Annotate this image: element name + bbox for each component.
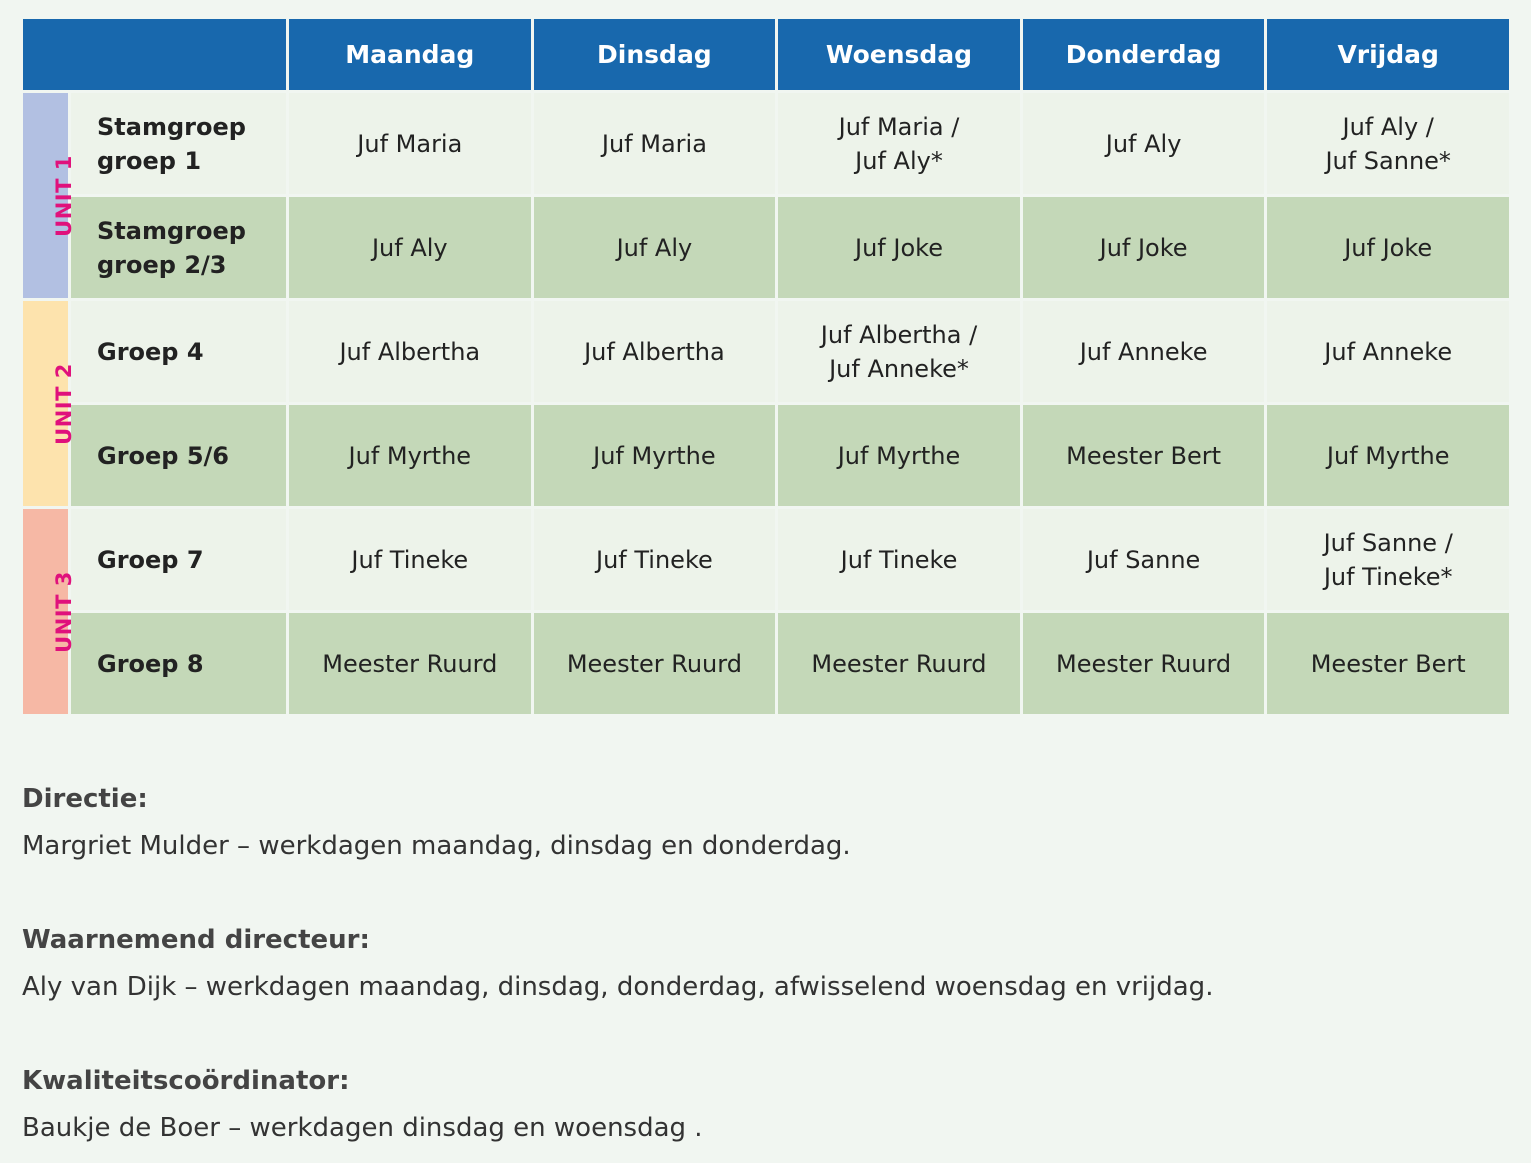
- unit-label-2: UNIT 2: [23, 301, 68, 506]
- schedule-cell: Juf Albertha: [534, 301, 776, 402]
- group-label: Stamgroep groep 1: [71, 93, 286, 194]
- schedule-cell: Juf Sanne / Juf Tineke*: [1267, 509, 1509, 610]
- directie-heading: Directie:: [22, 784, 148, 814]
- schedule-cell: Juf Sanne: [1023, 509, 1265, 610]
- schedule-cell: Juf Myrthe: [534, 405, 776, 506]
- schedule-cell: Meester Ruurd: [778, 613, 1020, 714]
- schedule-table: [20, 16, 1512, 717]
- header-row: [23, 19, 1509, 90]
- schedule-cell: Juf Anneke: [1267, 301, 1509, 402]
- schedule-cell: Juf Tineke: [289, 509, 531, 610]
- schedule-cell: Juf Tineke: [534, 509, 776, 610]
- table-row: [23, 301, 1509, 402]
- day-header-donderdag: Donderdag: [1023, 19, 1265, 90]
- waarnemend-heading: Waarnemend directeur:: [22, 925, 370, 955]
- day-header-vrijdag: Vrijdag: [1267, 19, 1509, 90]
- kwaliteit-text: Baukje de Boer – werkdagen dinsdag en woensdag .: [22, 1113, 703, 1143]
- group-label: Groep 7: [71, 509, 286, 610]
- schedule-cell: Meester Ruurd: [289, 613, 531, 714]
- unit-label-3: UNIT 3: [23, 509, 68, 714]
- unit-label-1: UNIT 1: [23, 93, 68, 298]
- schedule-cell: Juf Maria / Juf Aly*: [778, 93, 1020, 194]
- schedule-cell: Juf Aly: [1023, 93, 1265, 194]
- table-row: [23, 197, 1509, 298]
- group-label: Groep 5/6: [71, 405, 286, 506]
- schedule-cell: Juf Albertha: [289, 301, 531, 402]
- group-label: Groep 8: [71, 613, 286, 714]
- table-row: [23, 613, 1509, 714]
- schedule-cell: Meester Ruurd: [534, 613, 776, 714]
- kwaliteit-heading: Kwaliteitscoördinator:: [22, 1066, 350, 1096]
- schedule-cell: Meester Ruurd: [1023, 613, 1265, 714]
- schedule-cell: Juf Joke: [778, 197, 1020, 298]
- schedule-cell: Juf Albertha / Juf Anneke*: [778, 301, 1020, 402]
- schedule-cell: Meester Bert: [1023, 405, 1265, 506]
- schedule-cell: Juf Maria: [534, 93, 776, 194]
- group-label: Groep 4: [71, 301, 286, 402]
- waarnemend-text: Aly van Dijk – werkdagen maandag, dinsdag, donderdag, afwisselend woensdag en vrijdag.: [22, 972, 1214, 1002]
- header-blank: [23, 19, 286, 90]
- schedule-cell: Juf Myrthe: [778, 405, 1020, 506]
- schedule-cell: Juf Myrthe: [289, 405, 531, 506]
- directie-text: Margriet Mulder – werkdagen maandag, dinsdag en donderdag.: [22, 831, 851, 861]
- schedule-cell: Juf Myrthe: [1267, 405, 1509, 506]
- day-header-woensdag: Woensdag: [778, 19, 1020, 90]
- schedule-cell: Juf Aly / Juf Sanne*: [1267, 93, 1509, 194]
- group-label: Stamgroep groep 2/3: [71, 197, 286, 298]
- table-row: [23, 509, 1509, 610]
- table-row: [23, 93, 1509, 194]
- schedule-cell: Juf Aly: [534, 197, 776, 298]
- schedule-cell: Juf Maria: [289, 93, 531, 194]
- schedule-cell: Meester Bert: [1267, 613, 1509, 714]
- schedule-cell: Juf Joke: [1023, 197, 1265, 298]
- schedule-cell: Juf Joke: [1267, 197, 1509, 298]
- schedule-cell: Juf Tineke: [778, 509, 1020, 610]
- schedule-cell: Juf Aly: [289, 197, 531, 298]
- day-header-dinsdag: Dinsdag: [534, 19, 776, 90]
- day-header-maandag: Maandag: [289, 19, 531, 90]
- schedule-cell: Juf Anneke: [1023, 301, 1265, 402]
- table-row: [23, 405, 1509, 506]
